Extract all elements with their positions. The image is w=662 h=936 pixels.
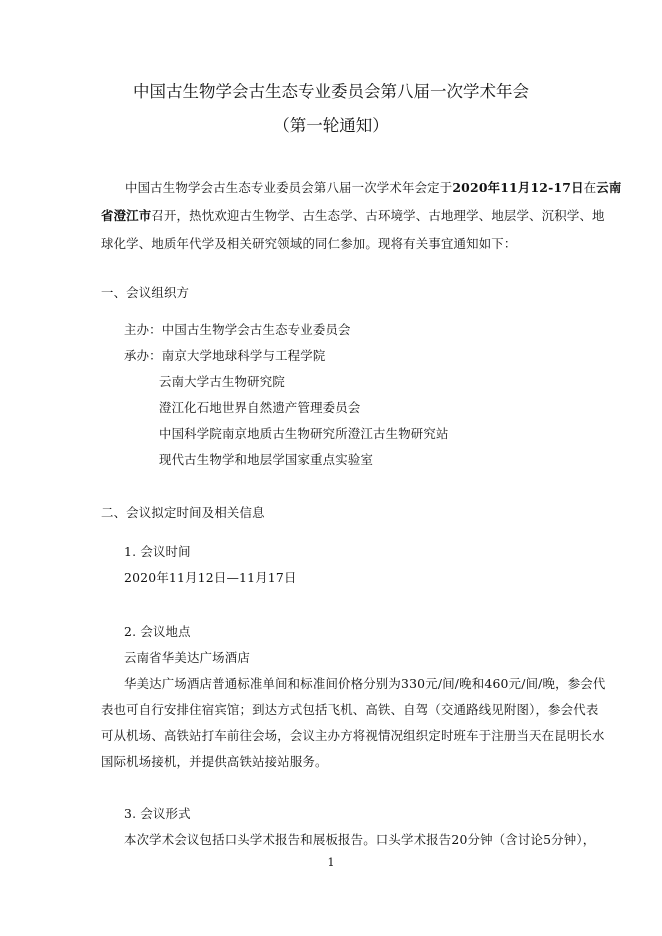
intro-text: 召开，热忱欢迎古生物学、古生态学、古环境学、古地理学、地层学、沉积学、地: [151, 208, 605, 223]
format-line: 本次学术会议包括口头学术报告和展板报告。口头学术报告20分钟（含讨论5分钟），: [124, 832, 596, 847]
venue-heading: 2. 会议地点: [124, 624, 191, 639]
organizer-item: 澄江化石地世界自然遗产管理委员会: [159, 400, 361, 415]
organizer-row: [124, 348, 325, 364]
intro-location: 云南: [596, 180, 622, 195]
venue-para-line: 国际机场接机，并提供高铁站接站服务。: [101, 754, 328, 769]
page-number: 1: [327, 856, 335, 869]
intro-date: 2020年11月12-17日: [452, 180, 584, 195]
venue-para-line: 华美达广场酒店普通标准单间和标准间价格分别为330元/间/晚和460元/间/晚，参会代: [124, 676, 606, 691]
organizer-item: 南京大学地球科学与工程学院: [161, 348, 326, 363]
intro-line-3: 球化学、地质年代学及相关研究领域的同仁参加。现将有关事宜通知如下：: [101, 236, 517, 251]
host-label: 主办：: [124, 322, 162, 337]
host-row: [124, 322, 351, 338]
organizer-item: 现代古生物学和地层学国家重点实验室: [159, 452, 374, 467]
organizer-item: 中国科学院南京地质古生物研究所澄江古生物研究站: [159, 426, 449, 441]
venue-para-line: 可从机场、高铁站打车前往会场，会议主办方将视情况组织定时班车于注册当天在昆明长水: [101, 728, 605, 743]
intro-location: 省澄江市: [101, 208, 152, 223]
organizer-item: 云南大学古生物研究院: [159, 374, 285, 389]
intro-text: 中国古生物学会古生态专业委员会第八届一次学术年会定于: [125, 180, 453, 195]
time-heading: 1. 会议时间: [124, 544, 191, 559]
document-subtitle: （第一轮通知）: [273, 116, 389, 135]
organizer-label: 承办：: [124, 348, 162, 363]
intro-line-2: [101, 208, 605, 224]
document-title: 中国古生物学会古生态专业委员会第八届一次学术年会: [133, 82, 529, 101]
host-value: 中国古生物学会古生态专业委员会: [161, 322, 351, 337]
section-1-heading: 一、会议组织方: [101, 285, 190, 300]
section-2-heading: 二、会议拟定时间及相关信息: [101, 505, 265, 520]
format-heading: 3. 会议形式: [124, 806, 191, 821]
venue-para-line: 表也可自行安排住宿宾馆；到达方式包括飞机、高铁、自驾（交通路线见附图），参会代表: [101, 702, 599, 717]
intro-line-1: [125, 180, 621, 196]
intro-text: 在: [583, 180, 597, 195]
venue-value: 云南省华美达广场酒店: [124, 650, 250, 665]
time-value: 2020年11月12日—11月17日: [124, 570, 297, 585]
